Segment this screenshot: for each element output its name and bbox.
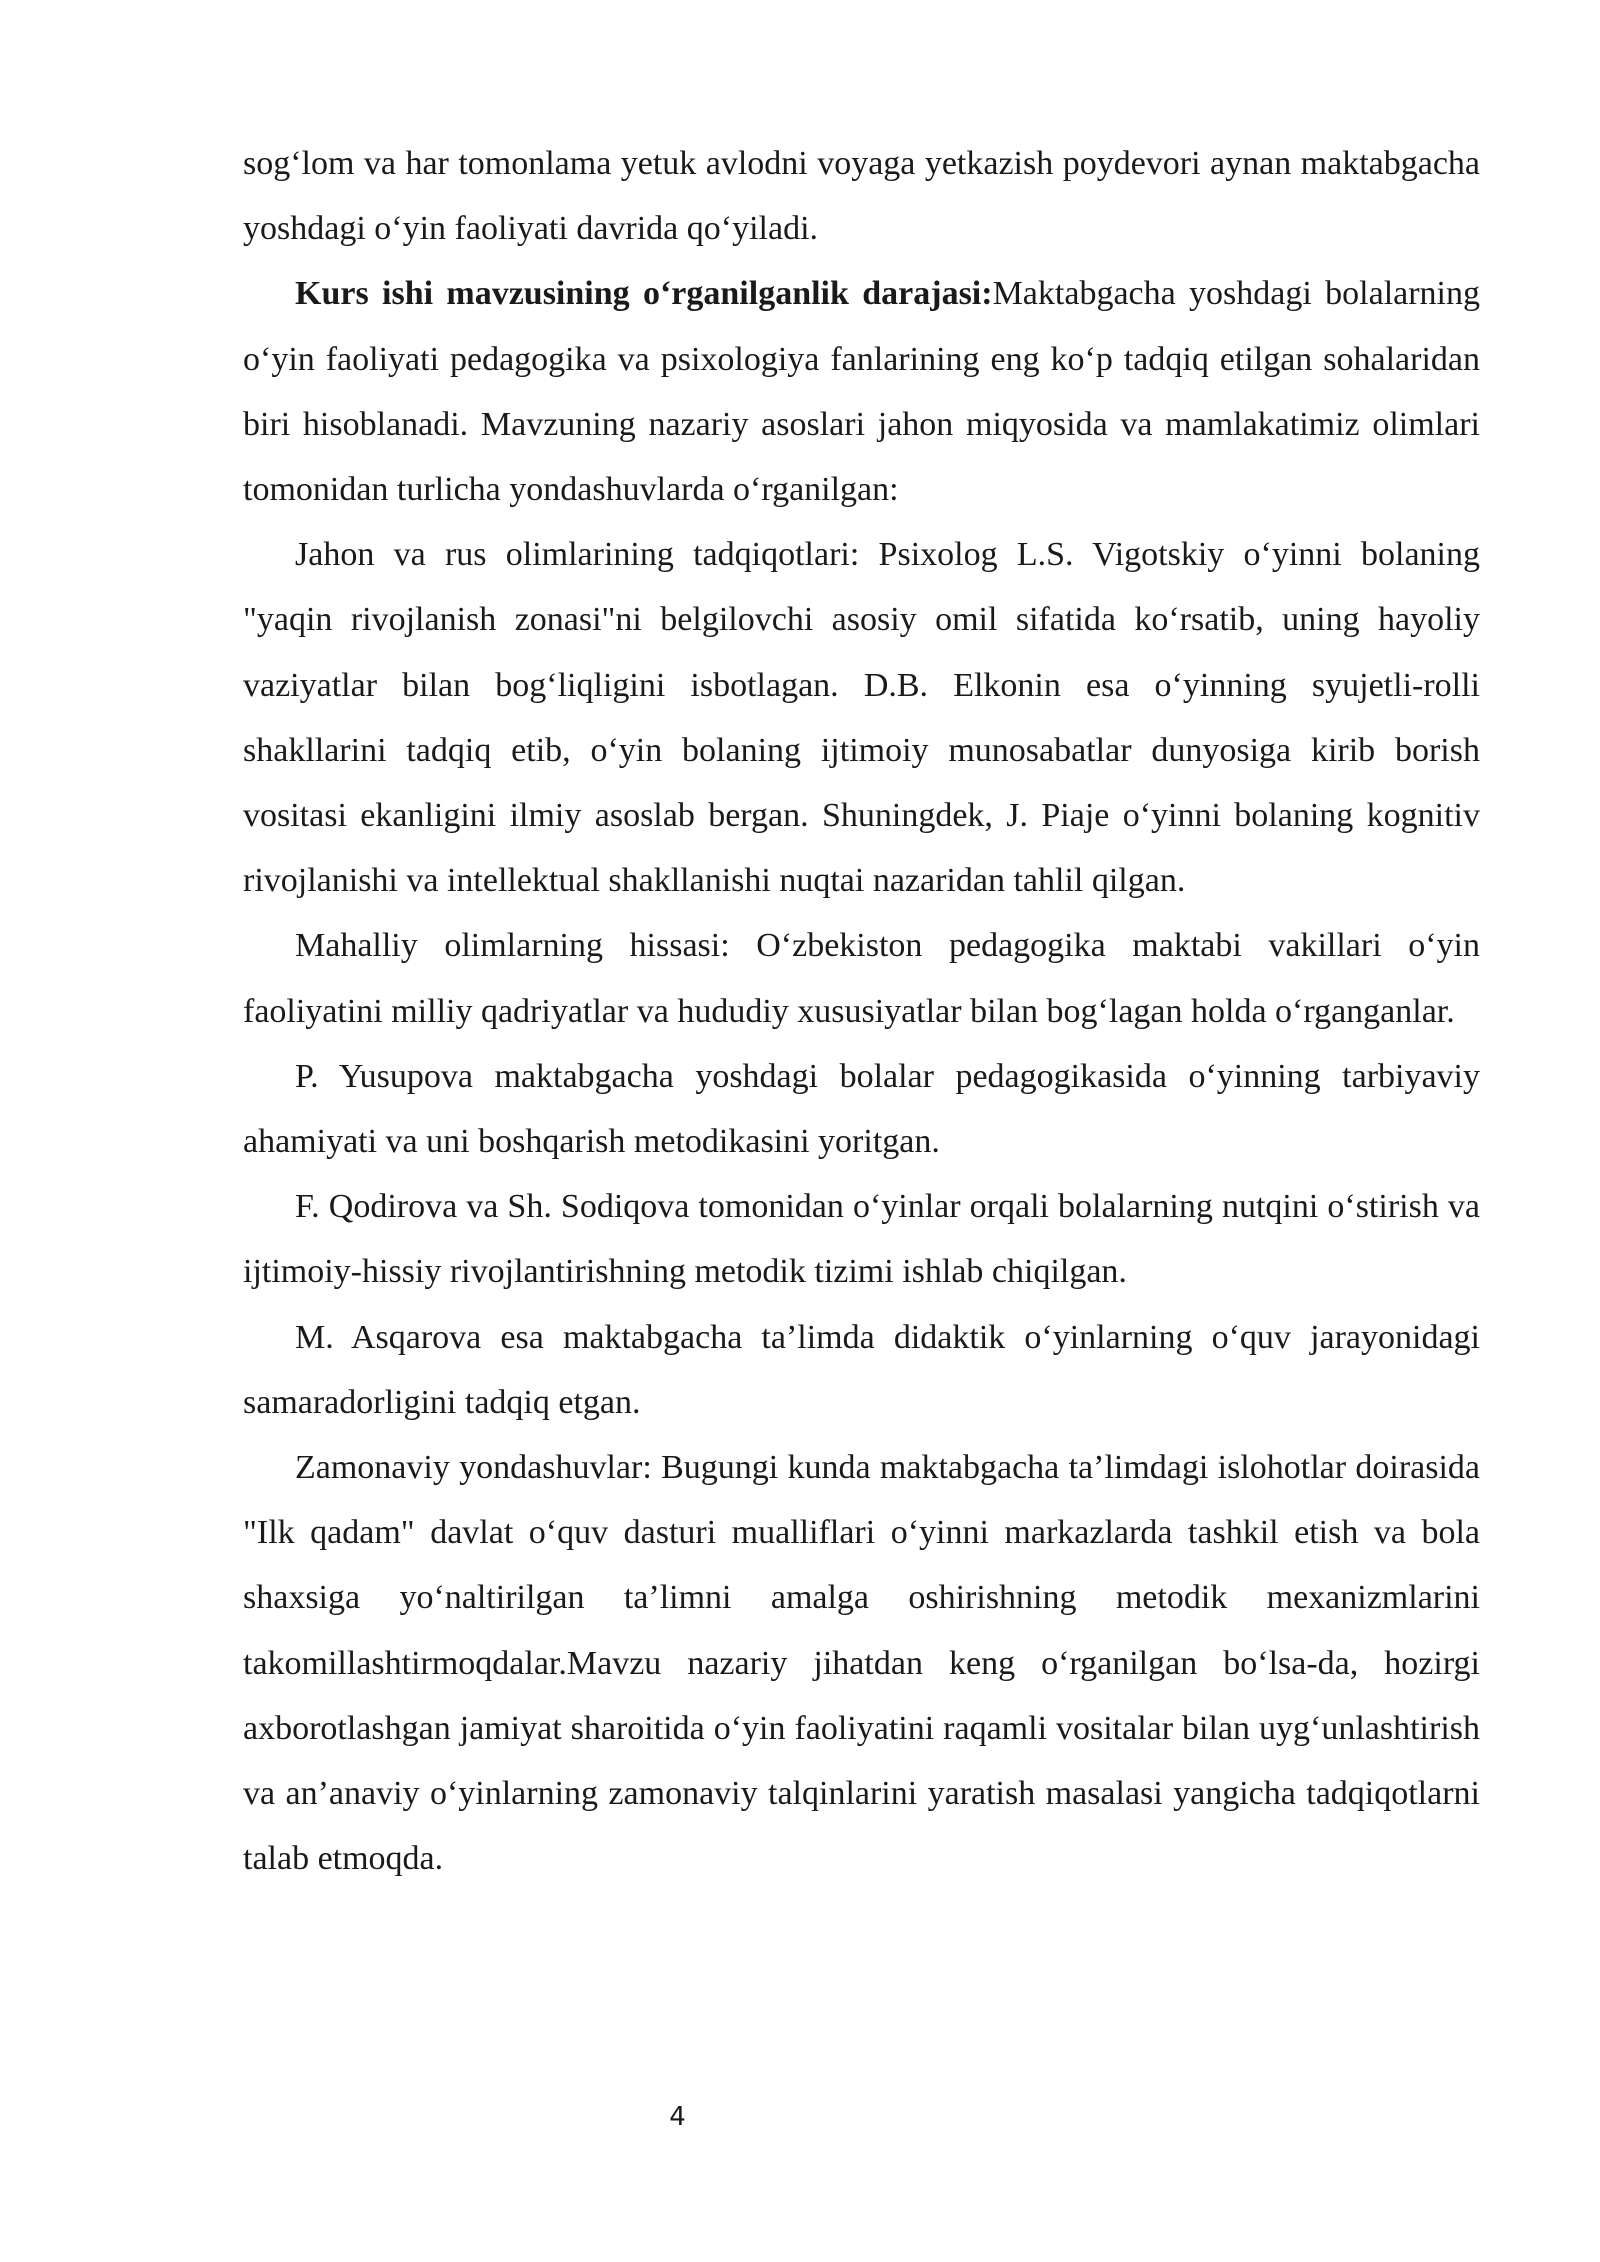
paragraph-study-degree — [243, 261, 1480, 522]
paragraph-world-scholars — [243, 522, 1480, 913]
paragraph-text: M. Asqarova esa maktabgacha ta’limda didaktik o‘yinlarning o‘quv jarayonidagi samaradorligini tadqiq etgan. — [243, 1318, 1480, 1421]
paragraph-text: P. Yusupova maktabgacha yoshdagi bolalar pedagogikasida o‘yinning tarbiyaviy ahamiyati va uni boshqarish metodikasini yoritgan. — [243, 1057, 1480, 1161]
paragraph-text: Jahon va rus olimlarining tadqiqotlari: Psixolog L.S. Vigotskiy o‘yinni bolaning "yaqin rivojlanish zonasi"ni belgilovchi asosiy omil sifatida ko‘rsatib, uning hayoliy vaziyatlar bilan bog‘liqligini isbotlagan. D.B. Elkonin esa o‘yinning syujetli-rolli shakllarini tadqiq etib, o‘yin bolaning ijtimoiy munosabatlar dunyosiga kirib borish vositasi ekanligini ilmiy asoslab bergan. Shuningdek, J. Piaje o‘yinni bolaning kognitiv rivojlanishi va intellektual shakllanishi nuqtai nazaridan tahlil qilgan. — [243, 536, 1480, 900]
document-body — [243, 131, 1480, 1891]
paragraph-yusupova — [243, 1044, 1480, 1174]
paragraph-local-scholars — [243, 913, 1480, 1043]
paragraph-text: F. Qodirova va Sh. Sodiqova tomonidan o‘yinlar orqali bolalarning nutqini o‘stirish va ijtimoiy-hissiy rivojlantirishning metodik tizimi ishlab chiqilgan. — [243, 1188, 1480, 1291]
paragraph-text: sog‘lom va har tomonlama yetuk avlodni voyaga yetkazish poydevori aynan maktabgacha yoshdagi o‘yin faoliyati davrida qo‘yiladi. — [243, 145, 1480, 248]
inline-heading: Kurs ishi mavzusining o‘rganilganlik darajasi: — [295, 275, 993, 313]
paragraph-text: Zamonaviy yondashuvlar: Bugungi kunda maktabgacha ta’limdagi islohotlar doirasida "Ilk qadam" davlat o‘quv dasturi mualliflari o‘yinni markazlarda tashkil etish va bola shaxsiga yo‘naltirilgan ta’limni amalga oshirishning metodik mexanizmlarini takomillashtirmoqdalar.Mavzu nazariy jihatdan keng o‘rganilgan bo‘lsa-da, hozirgi axborotlashgan jamiyat sharoitida o‘yin faoliyatini raqamli vositalar bilan uyg‘unlashtirish va an’anaviy o‘yinlarning zamonaviy talqinlarini yaratish masalasi yangicha tadqiqotlarni talab etmoqda. — [243, 1449, 1480, 1878]
page-number: 4 — [669, 2102, 686, 2132]
paragraph-continuation — [243, 131, 1480, 261]
paragraph-qodirova-sodiqova — [243, 1174, 1480, 1304]
paragraph-text: Maktabgacha yoshdagi bolalarning o‘yin faoliyati pedagogika va psixologiya fanlarining eng ko‘p tadqiq etilgan sohalaridan biri hisoblanadi. Mavzuning nazariy asoslari jahon miqyosida va mamlakatimiz olimlari tomonidan turlicha yondashuvlarda o‘rganilgan: — [243, 275, 1480, 509]
paragraph-modern-approaches — [243, 1435, 1480, 1891]
paragraph-asqarova — [243, 1305, 1480, 1435]
paragraph-text: Mahalliy olimlarning hissasi: O‘zbekiston pedagogika maktabi vakillari o‘yin faoliyatini milliy qadriyatlar va hududiy xususiyatlar bilan bog‘lagan holda o‘rganganlar. — [243, 927, 1480, 1030]
